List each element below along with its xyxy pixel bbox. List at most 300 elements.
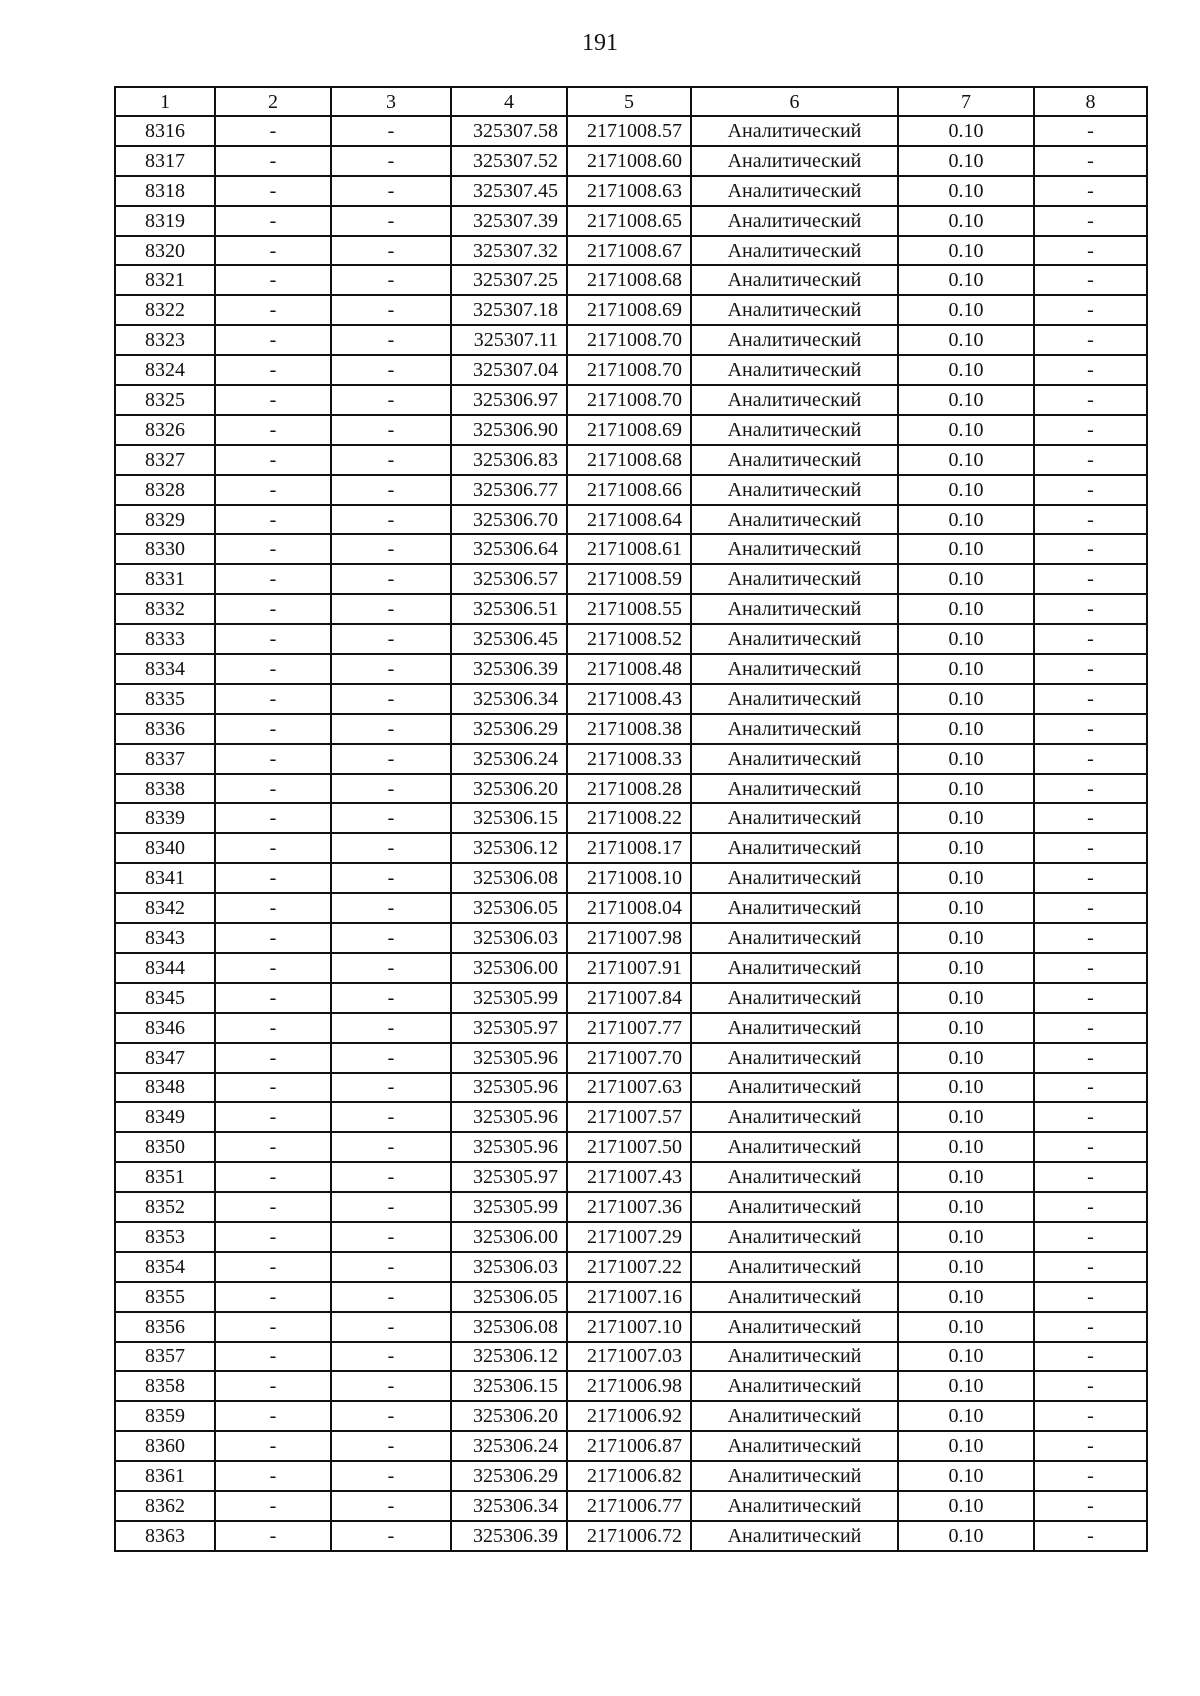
table-cell-col-3: - — [331, 505, 451, 535]
table-cell-col-3: - — [331, 1401, 451, 1431]
table-cell-col-1: 8331 — [115, 564, 215, 594]
table-cell-col-6: Аналитический — [691, 206, 898, 236]
table-cell-col-5: 2171008.70 — [567, 325, 691, 355]
table-cell-col-8: - — [1034, 415, 1147, 445]
table-cell-col-5: 2171007.43 — [567, 1162, 691, 1192]
table-cell-col-6: Аналитический — [691, 1371, 898, 1401]
table-cell-col-7: 0.10 — [898, 1222, 1034, 1252]
table-cell-col-7: 0.10 — [898, 176, 1034, 206]
table-cell-col-3: - — [331, 893, 451, 923]
table-row — [115, 236, 1147, 266]
table-cell-col-5: 2171007.77 — [567, 1013, 691, 1043]
table-cell-col-8: - — [1034, 265, 1147, 295]
table-cell-col-8: - — [1034, 594, 1147, 624]
table-cell-col-1: 8336 — [115, 714, 215, 744]
table-cell-col-5: 2171008.17 — [567, 833, 691, 863]
table-cell-col-2: - — [215, 684, 331, 714]
table-cell-col-3: - — [331, 1491, 451, 1521]
table-row — [115, 744, 1147, 774]
table-cell-col-1: 8341 — [115, 863, 215, 893]
header-row — [115, 87, 1147, 116]
table-cell-col-1: 8337 — [115, 744, 215, 774]
table-cell-col-7: 0.10 — [898, 146, 1034, 176]
table-cell-col-1: 8343 — [115, 923, 215, 953]
table-cell-col-5: 2171008.55 — [567, 594, 691, 624]
table-cell-col-2: - — [215, 475, 331, 505]
table-cell-col-2: - — [215, 564, 331, 594]
table-cell-col-7: 0.10 — [898, 1312, 1034, 1342]
table-cell-col-4: 325306.24 — [451, 744, 567, 774]
table-cell-col-3: - — [331, 475, 451, 505]
table-cell-col-1: 8320 — [115, 236, 215, 266]
table-cell-col-6: Аналитический — [691, 1222, 898, 1252]
table-cell-col-6: Аналитический — [691, 325, 898, 355]
table-cell-col-4: 325306.51 — [451, 594, 567, 624]
table-cell-col-7: 0.10 — [898, 1371, 1034, 1401]
table-cell-col-1: 8339 — [115, 803, 215, 833]
table-cell-col-4: 325307.04 — [451, 355, 567, 385]
table-cell-col-3: - — [331, 325, 451, 355]
table-cell-col-8: - — [1034, 1162, 1147, 1192]
table-cell-col-6: Аналитический — [691, 1192, 898, 1222]
table-cell-col-3: - — [331, 1043, 451, 1073]
table-cell-col-6: Аналитический — [691, 654, 898, 684]
table-cell-col-8: - — [1034, 236, 1147, 266]
table-cell-col-2: - — [215, 893, 331, 923]
table-cell-col-2: - — [215, 236, 331, 266]
table-cell-col-8: - — [1034, 1192, 1147, 1222]
table-cell-col-4: 325305.96 — [451, 1043, 567, 1073]
table-cell-col-6: Аналитический — [691, 1342, 898, 1372]
table-cell-col-2: - — [215, 206, 331, 236]
table-cell-col-8: - — [1034, 146, 1147, 176]
table-cell-col-8: - — [1034, 116, 1147, 146]
table-cell-col-1: 8335 — [115, 684, 215, 714]
table-cell-col-5: 2171007.36 — [567, 1192, 691, 1222]
table-row — [115, 206, 1147, 236]
table-cell-col-2: - — [215, 1461, 331, 1491]
table-row — [115, 1461, 1147, 1491]
table-cell-col-2: - — [215, 983, 331, 1013]
table-cell-col-7: 0.10 — [898, 445, 1034, 475]
table-row — [115, 505, 1147, 535]
table-cell-col-5: 2171006.87 — [567, 1431, 691, 1461]
table-cell-col-3: - — [331, 385, 451, 415]
table-cell-col-7: 0.10 — [898, 355, 1034, 385]
table-cell-col-1: 8363 — [115, 1521, 215, 1551]
table-cell-col-3: - — [331, 415, 451, 445]
table-cell-col-3: - — [331, 1073, 451, 1103]
table-cell-col-8: - — [1034, 774, 1147, 804]
table-cell-col-6: Аналитический — [691, 176, 898, 206]
table-cell-col-7: 0.10 — [898, 1431, 1034, 1461]
table-cell-col-5: 2171007.50 — [567, 1132, 691, 1162]
table-cell-col-7: 0.10 — [898, 893, 1034, 923]
table-cell-col-3: - — [331, 744, 451, 774]
table-cell-col-1: 8361 — [115, 1461, 215, 1491]
table-cell-col-7: 0.10 — [898, 1073, 1034, 1103]
table-cell-col-5: 2171008.64 — [567, 505, 691, 535]
table-cell-col-1: 8360 — [115, 1431, 215, 1461]
table-cell-col-6: Аналитический — [691, 594, 898, 624]
table-cell-col-6: Аналитический — [691, 1102, 898, 1132]
table-cell-col-7: 0.10 — [898, 1521, 1034, 1551]
table-cell-col-7: 0.10 — [898, 1491, 1034, 1521]
table-cell-col-5: 2171008.68 — [567, 445, 691, 475]
column-header-6: 6 — [691, 87, 898, 116]
table-cell-col-1: 8342 — [115, 893, 215, 923]
table-cell-col-1: 8322 — [115, 295, 215, 325]
table-row — [115, 594, 1147, 624]
table-cell-col-4: 325307.52 — [451, 146, 567, 176]
table-cell-col-4: 325306.05 — [451, 893, 567, 923]
table-cell-col-6: Аналитический — [691, 1162, 898, 1192]
table-cell-col-8: - — [1034, 1401, 1147, 1431]
table-row — [115, 1102, 1147, 1132]
table-cell-col-2: - — [215, 803, 331, 833]
table-row — [115, 325, 1147, 355]
table-cell-col-3: - — [331, 1461, 451, 1491]
table-cell-col-5: 2171008.48 — [567, 654, 691, 684]
table-cell-col-2: - — [215, 1222, 331, 1252]
table-cell-col-6: Аналитический — [691, 1461, 898, 1491]
table-row — [115, 1132, 1147, 1162]
table-row — [115, 1312, 1147, 1342]
table-cell-col-4: 325307.45 — [451, 176, 567, 206]
table-cell-col-2: - — [215, 833, 331, 863]
table-cell-col-2: - — [215, 714, 331, 744]
table-cell-col-5: 2171008.65 — [567, 206, 691, 236]
table-cell-col-2: - — [215, 445, 331, 475]
table-cell-col-1: 8329 — [115, 505, 215, 535]
table-cell-col-4: 325306.97 — [451, 385, 567, 415]
table-cell-col-7: 0.10 — [898, 1282, 1034, 1312]
table-cell-col-1: 8354 — [115, 1252, 215, 1282]
table-cell-col-6: Аналитический — [691, 505, 898, 535]
table-cell-col-2: - — [215, 923, 331, 953]
table-cell-col-6: Аналитический — [691, 146, 898, 176]
table-cell-col-6: Аналитический — [691, 803, 898, 833]
table-cell-col-8: - — [1034, 714, 1147, 744]
table-cell-col-2: - — [215, 325, 331, 355]
table-cell-col-8: - — [1034, 385, 1147, 415]
table-cell-col-7: 0.10 — [898, 1132, 1034, 1162]
column-header-8: 8 — [1034, 87, 1147, 116]
table-cell-col-5: 2171008.69 — [567, 415, 691, 445]
table-cell-col-8: - — [1034, 893, 1147, 923]
table-cell-col-7: 0.10 — [898, 953, 1034, 983]
table-cell-col-7: 0.10 — [898, 116, 1034, 146]
table-cell-col-8: - — [1034, 534, 1147, 564]
table-cell-col-4: 325306.15 — [451, 1371, 567, 1401]
table-cell-col-3: - — [331, 1342, 451, 1372]
table-cell-col-5: 2171006.77 — [567, 1491, 691, 1521]
table-cell-col-5: 2171008.52 — [567, 624, 691, 654]
table-cell-col-1: 8350 — [115, 1132, 215, 1162]
table-cell-col-5: 2171007.03 — [567, 1342, 691, 1372]
table-row — [115, 1162, 1147, 1192]
table-cell-col-6: Аналитический — [691, 1043, 898, 1073]
table-cell-col-3: - — [331, 176, 451, 206]
table-row — [115, 475, 1147, 505]
table-cell-col-4: 325306.05 — [451, 1282, 567, 1312]
table-cell-col-4: 325307.58 — [451, 116, 567, 146]
table-row — [115, 1073, 1147, 1103]
table-cell-col-7: 0.10 — [898, 415, 1034, 445]
table-cell-col-4: 325306.03 — [451, 923, 567, 953]
table-cell-col-5: 2171007.57 — [567, 1102, 691, 1132]
table-row — [115, 534, 1147, 564]
table-cell-col-1: 8347 — [115, 1043, 215, 1073]
table-cell-col-3: - — [331, 1282, 451, 1312]
table-cell-col-3: - — [331, 1102, 451, 1132]
table-cell-col-4: 325307.18 — [451, 295, 567, 325]
table-cell-col-1: 8352 — [115, 1192, 215, 1222]
table-cell-col-2: - — [215, 1371, 331, 1401]
table-cell-col-7: 0.10 — [898, 534, 1034, 564]
table-row — [115, 564, 1147, 594]
table-cell-col-5: 2171007.98 — [567, 923, 691, 953]
table-cell-col-3: - — [331, 983, 451, 1013]
table-row — [115, 295, 1147, 325]
table-cell-col-3: - — [331, 594, 451, 624]
column-header-1: 1 — [115, 87, 215, 116]
table-row — [115, 1401, 1147, 1431]
page-number: 191 — [582, 30, 618, 56]
table-row — [115, 1521, 1147, 1551]
table-cell-col-5: 2171008.04 — [567, 893, 691, 923]
table-cell-col-4: 325306.12 — [451, 833, 567, 863]
table-cell-col-6: Аналитический — [691, 534, 898, 564]
table-cell-col-2: - — [215, 534, 331, 564]
table-cell-col-2: - — [215, 654, 331, 684]
table-cell-col-2: - — [215, 415, 331, 445]
table-cell-col-2: - — [215, 1342, 331, 1372]
table-cell-col-1: 8348 — [115, 1073, 215, 1103]
column-header-7: 7 — [898, 87, 1034, 116]
table-cell-col-2: - — [215, 1073, 331, 1103]
table-cell-col-1: 8318 — [115, 176, 215, 206]
table-cell-col-8: - — [1034, 1222, 1147, 1252]
table-row — [115, 684, 1147, 714]
table-cell-col-7: 0.10 — [898, 206, 1034, 236]
table-cell-col-3: - — [331, 534, 451, 564]
table-cell-col-3: - — [331, 1312, 451, 1342]
table-cell-col-8: - — [1034, 1371, 1147, 1401]
table-cell-col-7: 0.10 — [898, 1013, 1034, 1043]
table-row — [115, 445, 1147, 475]
table-cell-col-4: 325306.39 — [451, 654, 567, 684]
table-body — [115, 116, 1147, 1551]
table-cell-col-5: 2171007.16 — [567, 1282, 691, 1312]
table-cell-col-5: 2171007.10 — [567, 1312, 691, 1342]
table-cell-col-4: 325307.11 — [451, 325, 567, 355]
table-row — [115, 714, 1147, 744]
table-cell-col-8: - — [1034, 176, 1147, 206]
table-row — [115, 355, 1147, 385]
table-cell-col-3: - — [331, 1013, 451, 1043]
table-cell-col-2: - — [215, 1252, 331, 1282]
table-cell-col-6: Аналитический — [691, 1312, 898, 1342]
table-row — [115, 1342, 1147, 1372]
table-cell-col-1: 8321 — [115, 265, 215, 295]
table-cell-col-1: 8362 — [115, 1491, 215, 1521]
table-row — [115, 863, 1147, 893]
table-cell-col-7: 0.10 — [898, 564, 1034, 594]
table-cell-col-8: - — [1034, 833, 1147, 863]
table-cell-col-3: - — [331, 1521, 451, 1551]
table-cell-col-5: 2171007.70 — [567, 1043, 691, 1073]
column-header-2: 2 — [215, 87, 331, 116]
table-cell-col-7: 0.10 — [898, 654, 1034, 684]
table-cell-col-6: Аналитический — [691, 1073, 898, 1103]
table-row — [115, 624, 1147, 654]
table-cell-col-6: Аналитический — [691, 1491, 898, 1521]
table-cell-col-3: - — [331, 774, 451, 804]
table-cell-col-5: 2171007.29 — [567, 1222, 691, 1252]
table-cell-col-7: 0.10 — [898, 744, 1034, 774]
table-cell-col-7: 0.10 — [898, 923, 1034, 953]
table-cell-col-7: 0.10 — [898, 1401, 1034, 1431]
table-cell-col-1: 8345 — [115, 983, 215, 1013]
table-cell-col-1: 8328 — [115, 475, 215, 505]
table-cell-col-5: 2171006.82 — [567, 1461, 691, 1491]
table-cell-col-1: 8334 — [115, 654, 215, 684]
table-cell-col-8: - — [1034, 1491, 1147, 1521]
table-cell-col-6: Аналитический — [691, 923, 898, 953]
table-cell-col-8: - — [1034, 654, 1147, 684]
table-cell-col-2: - — [215, 385, 331, 415]
table-cell-col-8: - — [1034, 1102, 1147, 1132]
table-cell-col-3: - — [331, 295, 451, 325]
table-cell-col-3: - — [331, 714, 451, 744]
table-cell-col-8: - — [1034, 803, 1147, 833]
table-row — [115, 146, 1147, 176]
table-cell-col-8: - — [1034, 624, 1147, 654]
table-cell-col-2: - — [215, 1312, 331, 1342]
table-cell-col-2: - — [215, 863, 331, 893]
table-cell-col-7: 0.10 — [898, 505, 1034, 535]
table-row — [115, 803, 1147, 833]
table-cell-col-5: 2171008.70 — [567, 355, 691, 385]
table-row — [115, 983, 1147, 1013]
table-cell-col-2: - — [215, 774, 331, 804]
table-cell-col-4: 325305.96 — [451, 1132, 567, 1162]
table-cell-col-1: 8351 — [115, 1162, 215, 1192]
table-cell-col-5: 2171008.57 — [567, 116, 691, 146]
table-cell-col-8: - — [1034, 1312, 1147, 1342]
table-cell-col-4: 325305.99 — [451, 1192, 567, 1222]
table-cell-col-1: 8319 — [115, 206, 215, 236]
table-cell-col-2: - — [215, 116, 331, 146]
table-cell-col-4: 325306.83 — [451, 445, 567, 475]
table-cell-col-4: 325306.00 — [451, 953, 567, 983]
table-cell-col-4: 325306.20 — [451, 1401, 567, 1431]
table-cell-col-5: 2171008.60 — [567, 146, 691, 176]
coordinates-table — [114, 86, 1148, 1552]
table-cell-col-4: 325306.34 — [451, 1491, 567, 1521]
table-cell-col-8: - — [1034, 1431, 1147, 1461]
table-cell-col-5: 2171008.63 — [567, 176, 691, 206]
table-cell-col-5: 2171008.22 — [567, 803, 691, 833]
table-cell-col-7: 0.10 — [898, 265, 1034, 295]
column-header-4: 4 — [451, 87, 567, 116]
table-row — [115, 953, 1147, 983]
table-cell-col-3: - — [331, 265, 451, 295]
table-cell-col-5: 2171007.91 — [567, 953, 691, 983]
table-cell-col-2: - — [215, 1162, 331, 1192]
table-cell-col-3: - — [331, 236, 451, 266]
table-cell-col-7: 0.10 — [898, 475, 1034, 505]
table-cell-col-6: Аналитический — [691, 863, 898, 893]
table-row — [115, 774, 1147, 804]
table-cell-col-7: 0.10 — [898, 714, 1034, 744]
table-cell-col-2: - — [215, 1282, 331, 1312]
column-header-5: 5 — [567, 87, 691, 116]
table-cell-col-8: - — [1034, 1461, 1147, 1491]
table-cell-col-6: Аналитический — [691, 833, 898, 863]
table-row — [115, 1491, 1147, 1521]
table-cell-col-6: Аналитический — [691, 774, 898, 804]
table-cell-col-8: - — [1034, 355, 1147, 385]
table-row — [115, 833, 1147, 863]
table-cell-col-7: 0.10 — [898, 1252, 1034, 1282]
table-cell-col-3: - — [331, 833, 451, 863]
table-cell-col-8: - — [1034, 1043, 1147, 1073]
table-cell-col-2: - — [215, 1132, 331, 1162]
table-cell-col-8: - — [1034, 923, 1147, 953]
table-cell-col-1: 8357 — [115, 1342, 215, 1372]
table-cell-col-3: - — [331, 923, 451, 953]
table-cell-col-8: - — [1034, 684, 1147, 714]
table-cell-col-1: 8327 — [115, 445, 215, 475]
table-cell-col-1: 8338 — [115, 774, 215, 804]
table-cell-col-6: Аналитический — [691, 265, 898, 295]
table-cell-col-3: - — [331, 1371, 451, 1401]
table-cell-col-3: - — [331, 116, 451, 146]
table-cell-col-8: - — [1034, 1073, 1147, 1103]
table-cell-col-5: 2171008.38 — [567, 714, 691, 744]
table-cell-col-6: Аналитический — [691, 1401, 898, 1431]
table-row — [115, 1013, 1147, 1043]
table-cell-col-3: - — [331, 564, 451, 594]
table-cell-col-2: - — [215, 1401, 331, 1431]
table-cell-col-3: - — [331, 1132, 451, 1162]
table-cell-col-4: 325305.97 — [451, 1162, 567, 1192]
table-cell-col-6: Аналитический — [691, 1252, 898, 1282]
table-cell-col-7: 0.10 — [898, 774, 1034, 804]
table-cell-col-2: - — [215, 295, 331, 325]
table-cell-col-1: 8349 — [115, 1102, 215, 1132]
table-cell-col-6: Аналитический — [691, 116, 898, 146]
table-cell-col-4: 325306.20 — [451, 774, 567, 804]
table-cell-col-7: 0.10 — [898, 863, 1034, 893]
table-row — [115, 923, 1147, 953]
table-cell-col-3: - — [331, 684, 451, 714]
table-cell-col-3: - — [331, 1252, 451, 1282]
table-cell-col-7: 0.10 — [898, 385, 1034, 415]
table-row — [115, 116, 1147, 146]
table-row — [115, 893, 1147, 923]
table-cell-col-2: - — [215, 176, 331, 206]
table-cell-col-2: - — [215, 505, 331, 535]
table-cell-col-7: 0.10 — [898, 594, 1034, 624]
table-row — [115, 176, 1147, 206]
table-cell-col-4: 325306.34 — [451, 684, 567, 714]
table-row — [115, 1282, 1147, 1312]
table-cell-col-5: 2171006.92 — [567, 1401, 691, 1431]
table-cell-col-7: 0.10 — [898, 684, 1034, 714]
